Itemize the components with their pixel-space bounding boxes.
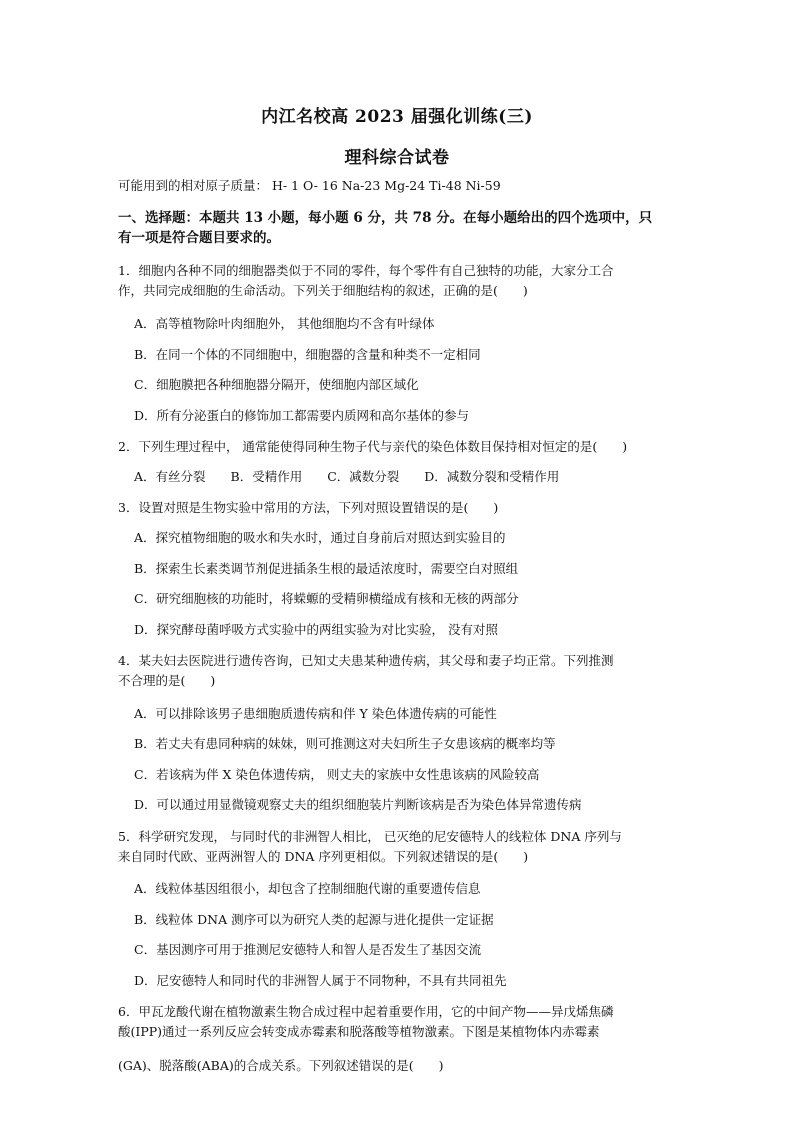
q6-stem-line-3: (GA)、脱落酸(ABA)的合成关系。下列叙述错误的是( )	[118, 1058, 444, 1073]
q1-option-d: D．所有分泌蛋白的修饰加工都需要内质网和高尔基体的参与	[134, 408, 470, 423]
q2-options: A．有丝分裂 B．受精作用 C．减数分裂 D．减数分裂和受精作用	[134, 469, 560, 484]
q1-option-c: C．细胞膜把各种细胞器分隔开，使细胞内部区域化	[134, 377, 419, 392]
q1-stem-line-2: 作，共同完成细胞的生命活动。下列关于细胞结构的叙述，正确的是( )	[118, 283, 528, 298]
exam-title: 内江名校高 2023 届强化训练(三)	[261, 107, 533, 127]
q1-option-b: B．在同一个体的不同细胞中，细胞器的含量和种类不一定相同	[134, 347, 481, 362]
exam-subtitle: 理科综合试卷	[344, 148, 450, 168]
q4-stem-line-1: 4．某夫妇去医院进行遗传咨询，已知丈夫患某种遗传病，其父母和妻子均正常。下列推测	[118, 653, 614, 668]
q3-option-a: A．探究植物细胞的吸水和失水时，通过自身前后对照达到实验目的	[134, 530, 506, 545]
q6-stem-line-1: 6．甲瓦龙酸代谢在植物激素生物合成过程中起着重要作用，它的中间产物——异戊烯焦磷	[118, 1004, 614, 1019]
q1-stem-line-1: 1．细胞内各种不同的细胞器类似于不同的零件，每个零件有自己独特的功能，大家分工合	[118, 263, 614, 278]
q5-option-b: B．线粒体 DNA 测序可以为研究人类的起源与进化提供一定证据	[134, 912, 494, 927]
q5-option-c: C．基因测序可用于推测尼安德特人和智人是否发生了基因交流	[134, 942, 482, 957]
q3-stem: 3．设置对照是生物实验中常用的方法，下列对照设置错误的是( )	[118, 500, 499, 515]
section-heading-line-2: 有一项是符合题目要求的。	[118, 230, 280, 246]
q5-stem-line-2: 来自同时代欧、亚两洲智人的 DNA 序列更相似。下列叙述错误的是( )	[118, 849, 529, 864]
q2-stem: 2．下列生理过程中， 通常能使得同种生物子代与亲代的染色体数目保持相对恒定的是( )	[118, 439, 628, 454]
q4-option-c: C．若该病为伴 X 染色体遗传病， 则丈夫的家族中女性患该病的风险较高	[134, 767, 540, 782]
q3-option-d: D．探究酵母菌呼吸方式实验中的两组实验为对比实验， 没有对照	[134, 622, 498, 637]
q1-option-a: A．高等植物除叶肉细胞外， 其他细胞均不含有叶绿体	[134, 316, 435, 331]
q5-option-d: D．尼安德特人和同时代的非洲智人属于不同物种，不具有共同祖先	[134, 973, 507, 988]
q3-option-b: B．探索生长素类调节剂促进插条生根的最适浓度时，需要空白对照组	[134, 561, 519, 576]
q5-option-a: A．线粒体基因组很小，却包含了控制细胞代谢的重要遗传信息	[134, 881, 481, 896]
atomic-masses-line: 可能用到的相对原子质量： H- 1 O- 16 Na-23 Mg-24 Ti-48 Ni-59	[118, 178, 501, 193]
q5-stem-line-1: 5．科学研究发现， 与同时代的非洲智人相比， 已灭绝的尼安德特人的线粒体 DNA 序列与	[118, 829, 622, 844]
q4-option-b: B．若丈夫有患同种病的妹妹，则可推测这对夫妇所生子女患该病的概率均等	[134, 736, 556, 751]
q3-option-c: C．研究细胞核的功能时，将蝾螈的受精卵横缢成有核和无核的两部分	[134, 591, 519, 606]
q4-option-d: D．可以通过用显微镜观察丈夫的组织细胞装片判断该病是否为染色体异常遗传病	[134, 797, 582, 812]
q4-stem-line-2: 不合理的是( )	[118, 673, 216, 688]
section-heading-line-1: 一、选择题：本题共 13 小题，每小题 6 分，共 78 分。在每小题给出的四个选项中，只	[118, 210, 653, 226]
q6-stem-line-2: 酸(IPP)通过一系列反应会转变成赤霉素和脱落酸等植物激素。下图是某植物体内赤霉素	[118, 1024, 600, 1039]
q4-option-a: A．可以排除该男子患细胞质遗传病和伴 Y 染色体遗传病的可能性	[134, 706, 497, 721]
